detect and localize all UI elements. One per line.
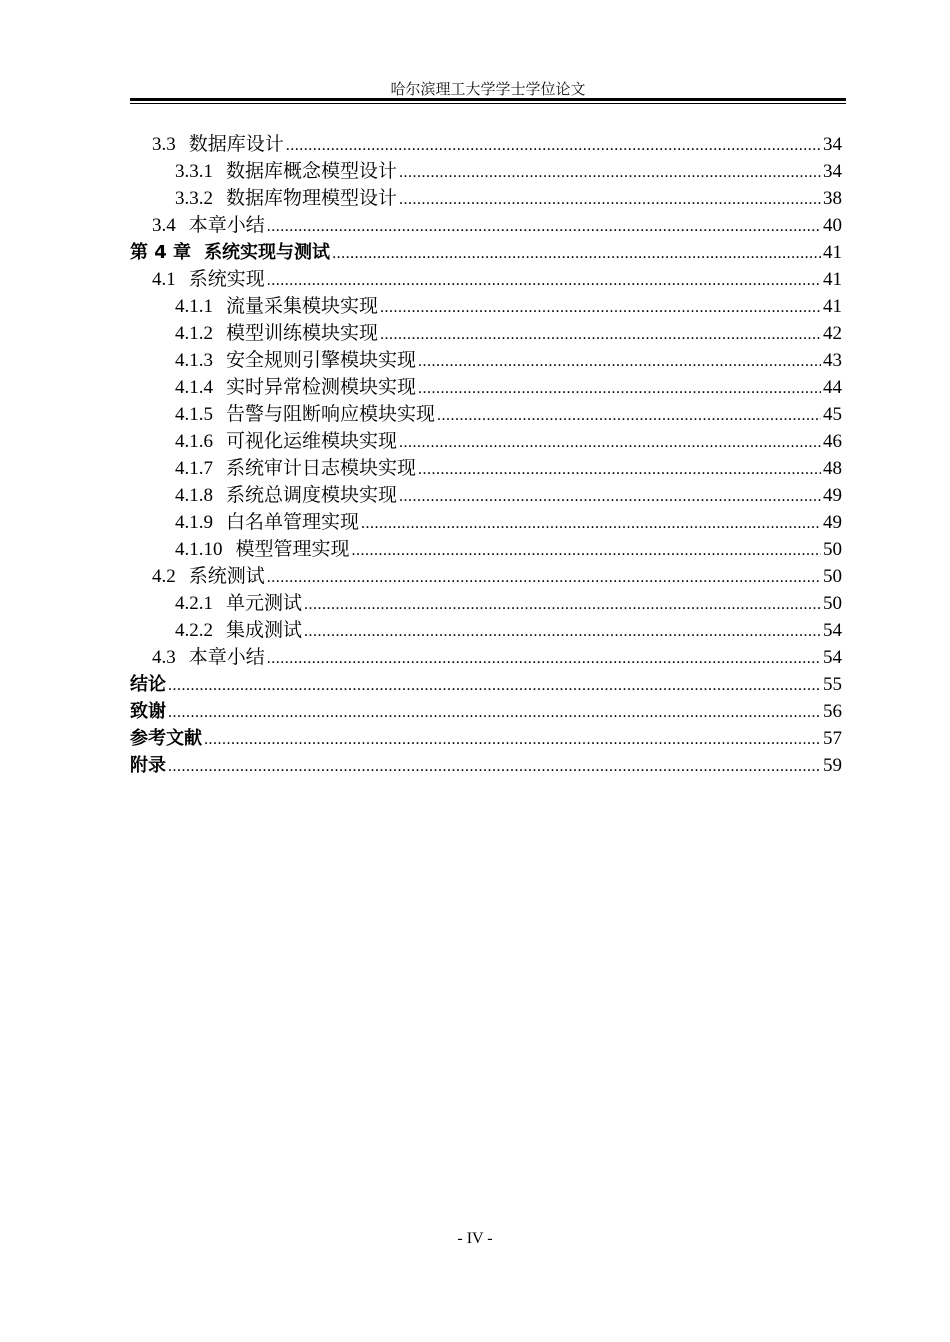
header-rule-thick xyxy=(130,98,846,101)
toc-entry-number: 4.1 xyxy=(152,269,176,290)
toc-dot-leader xyxy=(168,672,821,699)
toc-entry-number: 4.1.6 xyxy=(175,431,213,452)
toc-entry-number: 4.1.7 xyxy=(175,458,213,479)
toc-entry-page: 54 xyxy=(823,620,842,641)
toc-entry[interactable] xyxy=(130,401,842,428)
toc-entry-number: 4.1.5 xyxy=(175,404,213,425)
toc-entry-number: 3.3.2 xyxy=(175,188,213,209)
toc-entry-page: 54 xyxy=(823,647,842,668)
toc-entry-number: 4.3 xyxy=(152,647,176,668)
toc-entry-number: 3.3.1 xyxy=(175,161,213,182)
toc-entry-page: 57 xyxy=(823,728,842,749)
toc-entry-title: 数据库设计 xyxy=(188,134,284,155)
toc-entry-page: 43 xyxy=(823,350,842,371)
toc-entry-page: 41 xyxy=(823,242,842,263)
toc-entry-title: 数据库物理模型设计 xyxy=(226,188,398,209)
toc-dot-leader xyxy=(304,591,821,618)
toc-entry-page: 55 xyxy=(823,674,842,695)
toc-entry-number: 4.2 xyxy=(152,566,176,587)
toc-entry-page: 49 xyxy=(823,512,842,533)
toc-entry-title: 可视化运维模块实现 xyxy=(226,431,398,452)
toc-dot-leader xyxy=(380,321,821,348)
toc-entry-title: 系统审计日志模块实现 xyxy=(226,458,417,479)
toc-dot-leader xyxy=(418,348,821,375)
toc-dot-leader xyxy=(286,132,821,159)
toc-entry-title: 安全规则引擎模块实现 xyxy=(226,350,417,371)
toc-entry-title: 系统总调度模块实现 xyxy=(226,485,398,506)
toc-entry-title: 数据库概念模型设计 xyxy=(226,161,398,182)
toc-entry[interactable] xyxy=(130,482,842,509)
toc-entry[interactable] xyxy=(130,617,842,644)
toc-entry[interactable] xyxy=(130,212,842,239)
toc-entry-number: 3.3 xyxy=(152,134,176,155)
toc-entry[interactable] xyxy=(130,266,842,293)
toc-dot-leader xyxy=(418,456,821,483)
toc-entry[interactable] xyxy=(130,536,842,563)
toc-dot-leader xyxy=(437,402,821,429)
toc-entry-page: 42 xyxy=(823,323,842,344)
toc-entry-number: 4.1.8 xyxy=(175,485,213,506)
toc-entry[interactable] xyxy=(130,158,842,185)
toc-dot-leader xyxy=(418,375,821,402)
toc-entry-number: 第 4 章 xyxy=(130,242,192,263)
toc-entry[interactable] xyxy=(130,671,842,698)
toc-dot-leader xyxy=(267,267,821,294)
toc-entry[interactable] xyxy=(130,374,842,401)
toc-entry-page: 50 xyxy=(823,566,842,587)
toc-dot-leader xyxy=(399,186,821,213)
toc-entry-number: 3.4 xyxy=(152,215,176,236)
toc-entry-title: 系统测试 xyxy=(188,566,265,587)
toc-entry[interactable] xyxy=(130,509,842,536)
toc-entry-title: 本章小结 xyxy=(188,215,265,236)
toc-dot-leader xyxy=(168,753,821,780)
toc-entry[interactable] xyxy=(130,590,842,617)
toc-entry-title: 集成测试 xyxy=(226,620,303,641)
toc-entry[interactable] xyxy=(130,698,842,725)
toc-entry[interactable] xyxy=(130,455,842,482)
toc-entry-page: 48 xyxy=(823,458,842,479)
table-of-contents xyxy=(130,131,842,779)
toc-entry-title: 模型管理实现 xyxy=(235,539,350,560)
toc-entry-title: 参考文献 xyxy=(130,728,202,749)
toc-dot-leader xyxy=(204,726,821,753)
toc-entry-number: 4.1.3 xyxy=(175,350,213,371)
toc-entry-page: 41 xyxy=(823,269,842,290)
toc-entry[interactable] xyxy=(130,644,842,671)
toc-dot-leader xyxy=(168,699,821,726)
toc-dot-leader xyxy=(267,213,821,240)
toc-entry-page: 59 xyxy=(823,755,842,776)
toc-entry-number: 4.1.2 xyxy=(175,323,213,344)
toc-entry-page: 50 xyxy=(823,593,842,614)
toc-entry-number: 4.1.9 xyxy=(175,512,213,533)
toc-entry-page: 40 xyxy=(823,215,842,236)
toc-entry[interactable] xyxy=(130,428,842,455)
toc-entry-title: 附录 xyxy=(130,755,166,776)
toc-entry-title: 结论 xyxy=(130,674,166,695)
toc-entry-title: 模型训练模块实现 xyxy=(226,323,379,344)
toc-entry-title: 单元测试 xyxy=(226,593,303,614)
toc-dot-leader xyxy=(399,159,821,186)
toc-entry[interactable] xyxy=(130,239,842,266)
toc-entry-title: 流量采集模块实现 xyxy=(226,296,379,317)
toc-entry-title: 致谢 xyxy=(130,701,166,722)
toc-dot-leader xyxy=(380,294,821,321)
header-rule-thin xyxy=(130,103,846,104)
toc-entry-page: 34 xyxy=(823,134,842,155)
running-header: 哈尔滨理工大学学士学位论文 xyxy=(390,80,586,98)
toc-entry-number: 4.1.4 xyxy=(175,377,213,398)
toc-entry-title: 本章小结 xyxy=(188,647,265,668)
toc-entry[interactable] xyxy=(130,563,842,590)
toc-entry-number: 4.2.2 xyxy=(175,620,213,641)
toc-entry-page: 34 xyxy=(823,161,842,182)
toc-entry-page: 46 xyxy=(823,431,842,452)
toc-entry[interactable] xyxy=(130,131,842,158)
toc-dot-leader xyxy=(399,483,821,510)
toc-entry-number: 4.2.1 xyxy=(175,593,213,614)
toc-entry-page: 44 xyxy=(823,377,842,398)
toc-entry-number: 4.1.1 xyxy=(175,296,213,317)
toc-dot-leader xyxy=(304,618,821,645)
toc-entry[interactable] xyxy=(130,752,842,779)
toc-entry-title: 告警与阻断响应模块实现 xyxy=(226,404,436,425)
toc-entry[interactable] xyxy=(130,347,842,374)
toc-entry-page: 56 xyxy=(823,701,842,722)
toc-dot-leader xyxy=(352,537,821,564)
toc-entry-page: 41 xyxy=(823,296,842,317)
toc-entry-title: 系统实现 xyxy=(188,269,265,290)
toc-entry-title: 系统实现与测试 xyxy=(204,242,331,263)
toc-entry-page: 50 xyxy=(823,539,842,560)
toc-entry-page: 49 xyxy=(823,485,842,506)
toc-entry[interactable] xyxy=(130,185,842,212)
toc-entry[interactable] xyxy=(130,725,842,752)
toc-entry-page: 38 xyxy=(823,188,842,209)
toc-dot-leader xyxy=(332,240,821,267)
toc-entry[interactable] xyxy=(130,293,842,320)
toc-dot-leader xyxy=(267,564,821,591)
toc-entry-title: 白名单管理实现 xyxy=(226,512,360,533)
toc-dot-leader xyxy=(361,510,821,537)
toc-entry-number: 4.1.10 xyxy=(175,539,223,560)
toc-entry[interactable] xyxy=(130,320,842,347)
toc-entry-page: 45 xyxy=(823,404,842,425)
toc-entry-title: 实时异常检测模块实现 xyxy=(226,377,417,398)
page-number: - IV - xyxy=(457,1230,493,1247)
toc-dot-leader xyxy=(399,429,821,456)
toc-dot-leader xyxy=(267,645,821,672)
